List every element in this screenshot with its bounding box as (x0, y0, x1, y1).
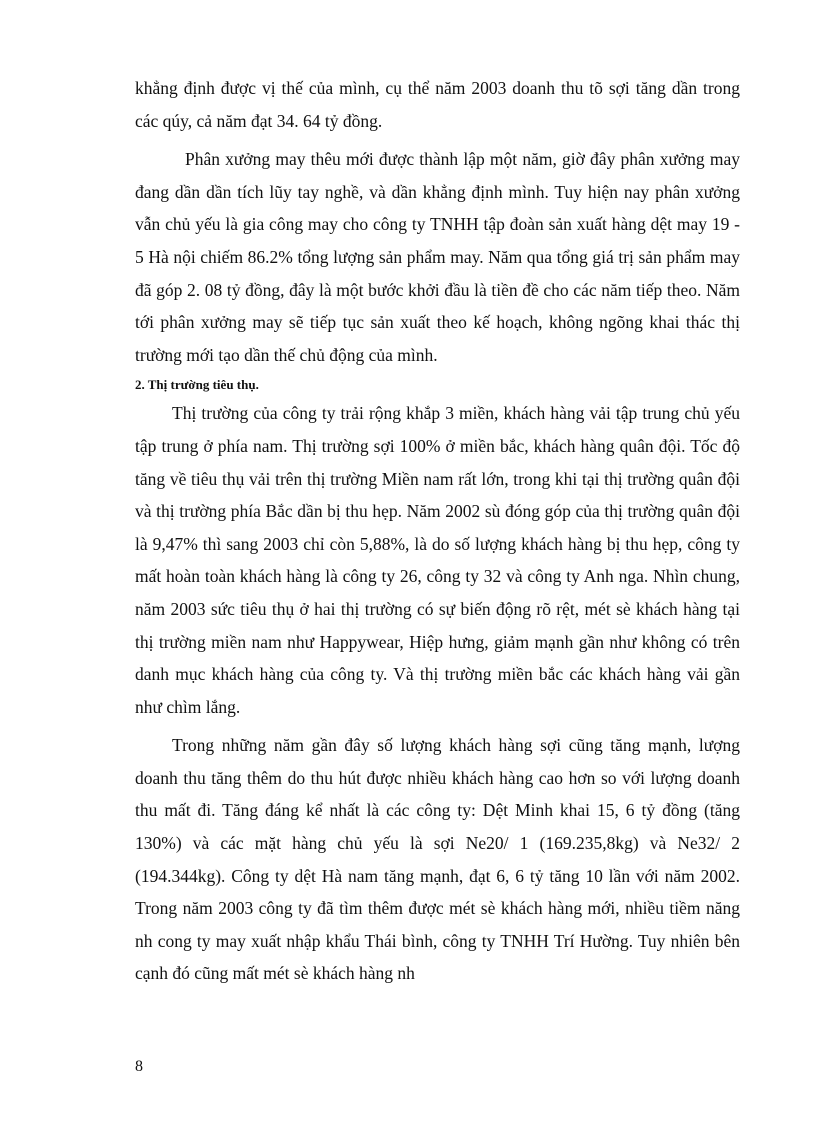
page-number: 8 (135, 1058, 143, 1075)
section-heading: 2. Thị trường tiêu thụ. (135, 377, 259, 393)
paragraph-3: Thị trường của công ty trải rộng khắp 3 miền, khách hàng vải tập trung chủ yếu tập trung ở phía nam. Thị trường sợi 100% ở miền bắc, khách hàng quân đội. Tốc độ tăng về tiêu thụ vải trên thị trường Miền nam rất lớn, trong khi tại thị trường quân đội và thị trường phía Bắc dần bị thu hẹp. Năm 2002 sù đóng góp của thị trường quân đội là 9,47% thì sang 2003 chỉ còn 5,88%, là do số lượng khách hàng bị thu hẹp, công ty mất hoàn toàn khách hàng là công ty 26, công ty 32 và công ty Anh nga. Nhìn chung, năm 2003 sức tiêu thụ ở hai thị trường có sự biến động rõ rệt, mét sè khách hàng tại thị trường miền nam như Happywear, Hiệp hưng, giảm mạnh gần như không có trên danh mục khách hàng của công ty. Và thị trường miền bắc các khách hàng vải gần như chìm lắng. (135, 403, 740, 717)
page-body (135, 72, 740, 990)
paragraph-2: Phân xưởng may thêu mới được thành lập một năm, giờ đây phân xưởng may đang dần dần tích lũy tay nghề, và dần khẳng định mình. Tuy hiện nay phân xưởng vẫn chủ yếu là gia công may cho công ty TNHH tập đoàn sản xuất hàng dệt may 19 - 5 Hà nội chiếm 86.2% tổng lượng sản phẩm may. Năm qua tổng giá trị sản phẩm may đã góp 2. 08 tỷ đồng, đây là một bước khởi đầu là tiền đề cho các năm tiếp theo. Năm tới phân xưởng may sẽ tiếp tục sản xuất theo kế hoạch, không ngõng khai thác thị trường mới tạo dần thế chủ động của mình. (135, 149, 740, 365)
paragraph-4: Trong những năm gần đây số lượng khách hàng sợi cũng tăng mạnh, lượng doanh thu tăng thêm do thu hút được nhiều khách hàng cao hơn so với lượng doanh thu mất đi. Tăng đáng kể nhất là các công ty: Dệt Minh khai 15, 6 tỷ đồng (tăng 130%) và các mặt hàng chủ yếu là sợi Ne20/ 1 (169.235,8kg) và Ne32/ 2 (194.344kg). Công ty dệt Hà nam tăng mạnh, đạt 6, 6 tỷ tăng 10 lần với năm 2002. Trong năm 2003 công ty đã tìm thêm được mét sè khách hàng mới, nhiều tiềm năng nh cong ty may xuất nhập khẩu Thái bình, công ty TNHH Trí Hường. Tuy nhiên bên cạnh đó cũng mất mét sè khách hàng nh (135, 735, 740, 984)
paragraph-1: khẳng định được vị thế của mình, cụ thể năm 2003 doanh thu tõ sợi tăng dần trong các qúy, cả năm đạt 34. 64 tỷ đồng. (135, 78, 740, 131)
